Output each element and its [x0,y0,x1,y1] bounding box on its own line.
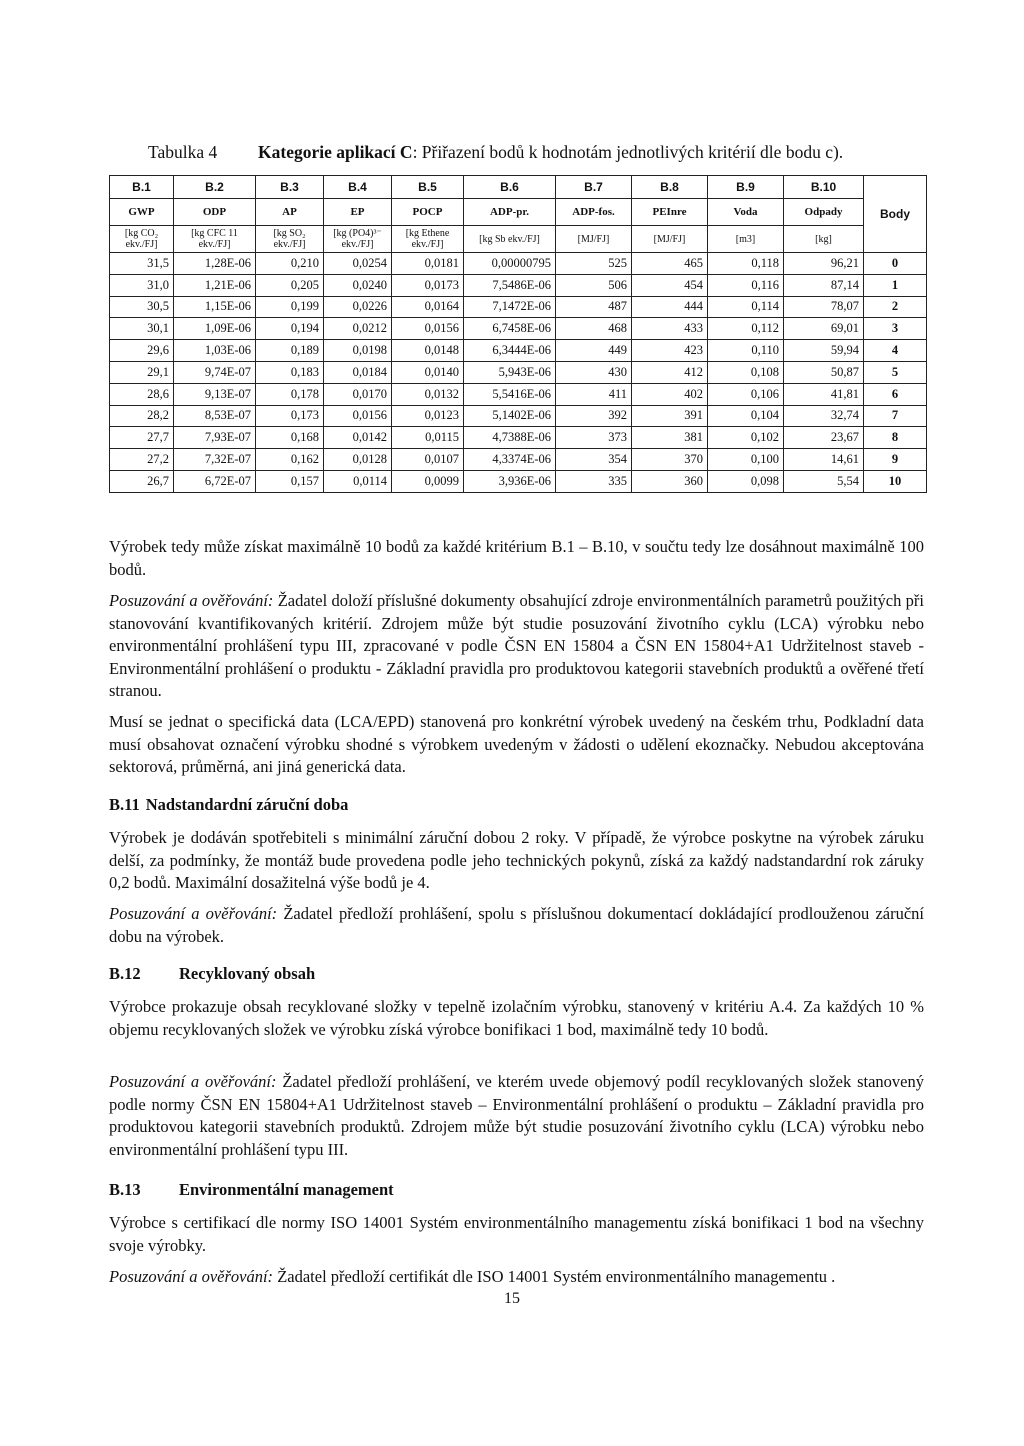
value-cell: 0,194 [256,318,324,340]
table-row [110,318,927,340]
table-row [110,274,927,296]
section-heading-b12 [109,964,315,984]
criterion-id: B.10 [784,176,864,199]
value-cell: 0,189 [256,340,324,362]
points-cell: 4 [864,340,927,362]
value-cell: 5,54 [784,470,864,492]
value-cell: 28,2 [110,405,174,427]
value-cell: 59,94 [784,340,864,362]
table-row [110,340,927,362]
value-cell: 506 [556,274,632,296]
value-cell: 0,00000795 [464,253,556,275]
value-cell: 0,0099 [392,470,464,492]
value-cell: 444 [632,296,708,318]
table-row [110,253,927,275]
points-cell: 0 [864,253,927,275]
value-cell: 0,0254 [324,253,392,275]
value-cell: 354 [556,449,632,471]
table-row [110,383,927,405]
assessment-label: Posuzování a ověřování: [109,591,274,610]
value-cell: 430 [556,361,632,383]
value-cell: 0,157 [256,470,324,492]
criteria-id-row [110,176,927,199]
value-cell: 0,0212 [324,318,392,340]
value-cell: 5,943E-06 [464,361,556,383]
value-cell: 1,15E-06 [174,296,256,318]
value-cell: 370 [632,449,708,471]
points-cell: 5 [864,361,927,383]
value-cell: 0,183 [256,361,324,383]
value-cell: 0,0140 [392,361,464,383]
section-number: B.11 [109,795,140,814]
assessment-label: Posuzování a ověřování: [109,904,278,923]
value-cell: 402 [632,383,708,405]
value-cell: 0,0115 [392,427,464,449]
value-cell: 0,162 [256,449,324,471]
value-cell: 0,108 [708,361,784,383]
value-cell: 0,110 [708,340,784,362]
section-number: B.12 [109,964,141,983]
criterion-unit: [kg Sb ekv./FJ] [464,226,556,253]
value-cell: 0,0226 [324,296,392,318]
value-cell: 0,0128 [324,449,392,471]
value-cell: 0,0114 [324,470,392,492]
criterion-unit: [kg CO₂ ekv./FJ] [110,226,174,253]
value-cell: 381 [632,427,708,449]
value-cell: 87,14 [784,274,864,296]
value-cell: 0,0164 [392,296,464,318]
assessment-label: Posuzování a ověřování: [109,1072,277,1091]
value-cell: 465 [632,253,708,275]
value-cell: 26,7 [110,470,174,492]
value-cell: 0,205 [256,274,324,296]
value-cell: 14,61 [784,449,864,471]
criterion-id: B.3 [256,176,324,199]
value-cell: 0,0123 [392,405,464,427]
criterion-name: ODP [174,199,256,226]
value-cell: 23,67 [784,427,864,449]
value-cell: 454 [632,274,708,296]
value-cell: 3,936E-06 [464,470,556,492]
criteria-name-row [110,199,927,226]
intro-paragraph: Výrobek tedy může získat maximálně 10 bodů za každé kritérium B.1 – B.10, v součtu tedy lze dosáhnout maximálně 100 bodů. [109,537,924,579]
points-cell: 7 [864,405,927,427]
value-cell: 0,0156 [324,405,392,427]
value-cell: 0,106 [708,383,784,405]
value-cell: 392 [556,405,632,427]
points-table [109,175,927,493]
value-cell: 0,199 [256,296,324,318]
section-title: Nadstandardní záruční doba [145,795,349,814]
criterion-unit: [kg SO₂ ekv./FJ] [256,226,324,253]
value-cell: 468 [556,318,632,340]
table-row [110,427,927,449]
value-cell: 0,098 [708,470,784,492]
points-cell: 6 [864,383,927,405]
value-cell: 78,07 [784,296,864,318]
value-cell: 30,1 [110,318,174,340]
b11-text: Výrobek je dodáván spotřebiteli s minimální záruční dobou 2 roky. V případě, že výrobce poskytne na výrobek záruku delší, za podmínky, že montáž bude provedena podle jeho technických pokynů, získá za každý nadstandardní rok záruky 0,2 bodů. Maximální dosažitelná výše bodů je 4. [109,828,924,892]
value-cell: 7,5486E-06 [464,274,556,296]
criterion-name: Odpady [784,199,864,226]
value-cell: 433 [632,318,708,340]
value-cell: 0,210 [256,253,324,275]
value-cell: 6,3444E-06 [464,340,556,362]
criterion-unit: [MJ/FJ] [556,226,632,253]
value-cell: 0,118 [708,253,784,275]
value-cell: 1,21E-06 [174,274,256,296]
value-cell: 0,178 [256,383,324,405]
value-cell: 69,01 [784,318,864,340]
assessment-text: Žadatel doloží příslušné dokumenty obsahující zdroje environmentálních parametrů použitých při stanovování kvantifikovaných kritérií. Zdrojem může být studie posuzování životního cyklu (LCA) výrobku nebo environmentální prohlášení typu III, zpracované v podle ČSN EN 15804 a ČSN EN 15804+A1 Udržitelnost staveb - Environmentální prohlášení o produktu - Základní pravidla pro produktovou kategorii stavebních produktů a ověřené třetí stranou. [109,591,924,700]
criterion-id: B.9 [708,176,784,199]
value-cell: 0,0184 [324,361,392,383]
criterion-unit: [kg Ethene ekv./FJ] [392,226,464,253]
table-row [110,470,927,492]
value-cell: 0,104 [708,405,784,427]
specific-data-paragraph: Musí se jednat o specifická data (LCA/EPD) stanovená pro konkrétní výrobek uvedený na českém trhu, Podkladní data musí obsahovat označení výrobku shodné s výrobkem uvedeným v žádosti o udělení ekoznačky. Nebudou akceptována sektorová, průměrná, ani jiná generická data. [109,712,924,776]
criterion-unit: [kg (PO4)³⁻ ekv./FJ] [324,226,392,253]
value-cell: 412 [632,361,708,383]
criterion-unit: [kg] [784,226,864,253]
points-cell: 10 [864,470,927,492]
assessment-text: Žadatel předloží prohlášení, ve kterém uvede objemový podíl recyklovaných složek stanovený podle normy ČSN EN 15804+A1 Udržitelnost staveb – Environmentální prohlášení o produktu – Základní pravidla pro produktovou kategorii stavebních produktů. Zdrojem může být studie posuzování životního cyklu (LCA) výrobku nebo environmentální prohlášení typu III. [109,1072,924,1159]
section-heading-b13 [109,1180,394,1200]
section-heading-b11 [109,795,348,815]
value-cell: 7,32E-07 [174,449,256,471]
value-cell: 411 [556,383,632,405]
b13-assessment [109,1266,924,1289]
value-cell: 0,100 [708,449,784,471]
value-cell: 96,21 [784,253,864,275]
value-cell: 27,2 [110,449,174,471]
value-cell: 0,0181 [392,253,464,275]
value-cell: 0,112 [708,318,784,340]
value-cell: 28,6 [110,383,174,405]
value-cell: 423 [632,340,708,362]
value-cell: 7,1472E-06 [464,296,556,318]
value-cell: 31,5 [110,253,174,275]
value-cell: 449 [556,340,632,362]
value-cell: 0,102 [708,427,784,449]
value-cell: 0,0156 [392,318,464,340]
criterion-id: B.7 [556,176,632,199]
value-cell: 1,03E-06 [174,340,256,362]
assessment-label: Posuzování a ověřování: [109,1267,274,1286]
value-cell: 5,5416E-06 [464,383,556,405]
value-cell: 0,0132 [392,383,464,405]
value-cell: 0,0148 [392,340,464,362]
value-cell: 6,72E-07 [174,470,256,492]
value-cell: 360 [632,470,708,492]
criterion-id: B.6 [464,176,556,199]
value-cell: 487 [556,296,632,318]
criterion-id: B.5 [392,176,464,199]
value-cell: 50,87 [784,361,864,383]
points-cell: 9 [864,449,927,471]
value-cell: 6,7458E-06 [464,318,556,340]
assessment-text: Žadatel předloží certifikát dle ISO 14001 Systém environmentálního managementu . [273,1267,836,1286]
b12-text: Výrobce prokazuje obsah recyklované složky v tepelně izolačním výrobku, stanovený v kritériu A.4. Za každých 10 % objemu recyklovaných složek ve výrobku získá výrobce bonifikaci 1 bod, maximálně tedy 10 bodů. [109,997,924,1039]
criterion-name: ADP-fos. [556,199,632,226]
table-category: Kategorie aplikací C [258,142,413,162]
section-title: Recyklovaný obsah [179,964,316,983]
b12-assessment [109,1071,924,1161]
value-cell: 391 [632,405,708,427]
points-header: Body [864,176,927,253]
value-cell: 31,0 [110,274,174,296]
criterion-id: B.2 [174,176,256,199]
value-cell: 0,116 [708,274,784,296]
criterion-name: Voda [708,199,784,226]
criterion-name: POCP [392,199,464,226]
section-number: B.13 [109,1180,141,1199]
value-cell: 4,3374E-06 [464,449,556,471]
value-cell: 30,5 [110,296,174,318]
criteria-unit-row [110,226,927,253]
value-cell: 9,13E-07 [174,383,256,405]
value-cell: 9,74E-07 [174,361,256,383]
table-row [110,449,927,471]
value-cell: 1,28E-06 [174,253,256,275]
criterion-id: B.1 [110,176,174,199]
value-cell: 335 [556,470,632,492]
assessment-paragraph [109,590,924,703]
value-cell: 373 [556,427,632,449]
table-row [110,296,927,318]
criterion-id: B.4 [324,176,392,199]
value-cell: 0,0240 [324,274,392,296]
criterion-name: PEInre [632,199,708,226]
table-caption-text: : Přiřazení bodů k hodnotám jednotlivých kritérií dle bodu c). [412,142,844,162]
points-cell: 1 [864,274,927,296]
criterion-unit: [m3] [708,226,784,253]
value-cell: 8,53E-07 [174,405,256,427]
criterion-unit: [kg CFC 11 ekv./FJ] [174,226,256,253]
value-cell: 0,114 [708,296,784,318]
b13-text: Výrobce s certifikací dle normy ISO 14001 Systém environmentálního managementu získá bonifikaci 1 bod na všechny svoje výrobky. [109,1213,924,1255]
points-cell: 3 [864,318,927,340]
value-cell: 29,1 [110,361,174,383]
value-cell: 5,1402E-06 [464,405,556,427]
criterion-id: B.8 [632,176,708,199]
points-cell: 8 [864,427,927,449]
value-cell: 0,168 [256,427,324,449]
value-cell: 0,0173 [392,274,464,296]
value-cell: 29,6 [110,340,174,362]
value-cell: 27,7 [110,427,174,449]
value-cell: 0,0107 [392,449,464,471]
criterion-name: GWP [110,199,174,226]
value-cell: 525 [556,253,632,275]
table-row [110,361,927,383]
b11-assessment [109,903,924,948]
value-cell: 1,09E-06 [174,318,256,340]
page-number: 15 [504,1290,520,1307]
value-cell: 0,0170 [324,383,392,405]
criterion-name: ADP-pr. [464,199,556,226]
table-caption [148,142,843,163]
points-table-body [110,176,927,493]
criterion-unit: [MJ/FJ] [632,226,708,253]
value-cell: 0,0198 [324,340,392,362]
criterion-name: EP [324,199,392,226]
section-title: Environmentální management [179,1180,394,1199]
value-cell: 41,81 [784,383,864,405]
points-cell: 2 [864,296,927,318]
value-cell: 7,93E-07 [174,427,256,449]
table-label: Tabulka 4 [148,142,218,162]
value-cell: 0,173 [256,405,324,427]
value-cell: 4,7388E-06 [464,427,556,449]
table-row [110,405,927,427]
value-cell: 0,0142 [324,427,392,449]
criterion-name: AP [256,199,324,226]
value-cell: 32,74 [784,405,864,427]
assessment-text: Žadatel předloží prohlášení, spolu s příslušnou dokumentací dokládající prodlouženou záruční dobu na výrobek. [109,904,924,946]
